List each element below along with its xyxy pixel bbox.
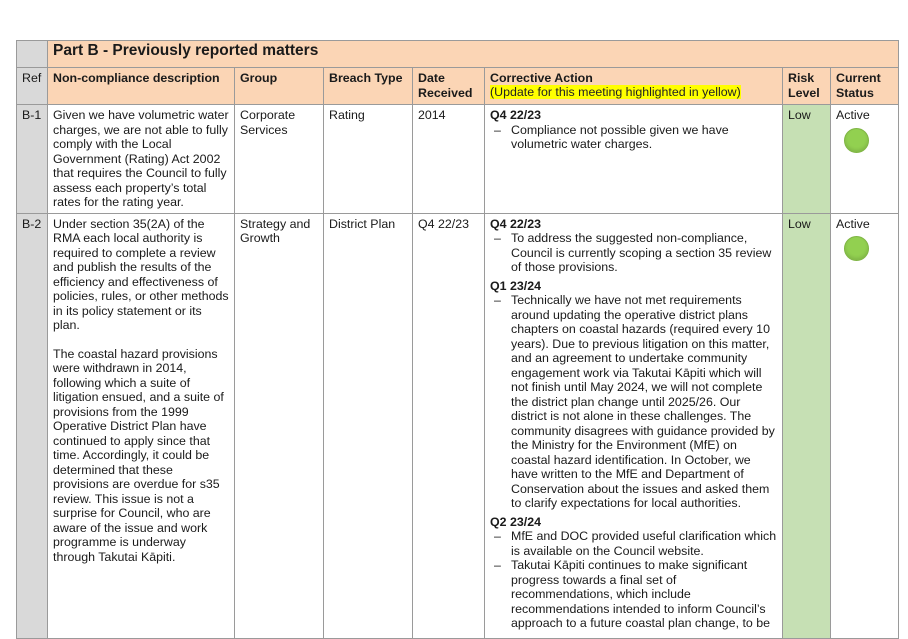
- row-status: Active: [836, 216, 870, 231]
- section-title: Part B - Previously reported matters: [53, 42, 319, 59]
- row-breach-type: Rating: [324, 105, 413, 214]
- status-indicator-icon: [844, 128, 869, 153]
- update-block: [490, 217, 777, 275]
- row-date-received: 2014: [413, 105, 485, 214]
- update-block: [490, 279, 777, 511]
- row-status-cell: [831, 213, 899, 638]
- header-date-received: Date Received: [413, 68, 485, 105]
- row-status-cell: [831, 105, 899, 214]
- table-header-row: [17, 68, 899, 105]
- previously-reported-matters-table: [16, 40, 899, 639]
- header-description: Non-compliance description: [48, 68, 235, 105]
- table-row: [17, 105, 899, 214]
- row-breach-type: District Plan: [324, 213, 413, 638]
- row-risk-level: Low: [783, 213, 831, 638]
- header-risk-level: Risk Level: [783, 68, 831, 105]
- header-group: Group: [235, 68, 324, 105]
- section-title-cell: [48, 41, 899, 68]
- title-ref-blank: [17, 41, 48, 68]
- header-corrective-action-note: (Update for this meeting highlighted in yellow): [490, 85, 741, 99]
- update-bullet: – To address the suggested non-compliance, Council is currently scoping a section 35 review of those provisions.: [490, 231, 777, 275]
- update-quarter: Q4 22/23: [490, 108, 541, 122]
- row-corrective-action: [485, 213, 783, 638]
- update-bullet: – Technically we have not met requirements around updating the operative district plans chapters on coastal hazards (required every 10 years). Due to previous litigation on this matter, and an agreement to undertake community engagement work via Takutai Kāpiti which will not finish until May 2024, we will not complete the district plan change until 2025/26. Our district is not alone in these challenges. The community disagrees with guidance provided by the Ministry for the Environment (MfE) on coastal hazard identification. In October, we have written to the MfE and Department of Conservation about the issues and asked them to clarify expectations for local authorities.: [490, 293, 777, 511]
- update-block: [490, 515, 777, 631]
- row-corrective-action: [485, 105, 783, 214]
- update-block: [490, 108, 777, 152]
- row-risk-level: Low: [783, 105, 831, 214]
- row-status: Active: [836, 108, 870, 122]
- row-group: Corporate Services: [235, 105, 324, 214]
- update-bullet: – Compliance not possible given we have volumetric water charges.: [490, 123, 777, 152]
- status-indicator-icon: [844, 236, 869, 261]
- header-corrective-action-label: Corrective Action: [490, 71, 593, 85]
- update-quarter: Q4 22/23: [490, 216, 541, 231]
- row-group: Strategy and Growth: [235, 213, 324, 638]
- table-row: [17, 213, 899, 638]
- description-paragraph: The coastal hazard provisions were withdrawn in 2014, following which a suite of litigation ensued, and a suite of provisions from the 1999 Operative District Plan have continued to apply since that time. Accordingly, it could be determined that these provisions are overdue for s35 review. This issue is not a surprise for Council, who are aware of the issue and work programme is underway through Takutai Kāpiti.: [53, 346, 224, 564]
- update-quarter: Q1 23/24: [490, 278, 541, 293]
- row-description: [48, 213, 235, 638]
- row-date-received: Q4 22/23: [413, 213, 485, 638]
- header-breach-type: Breach Type: [324, 68, 413, 105]
- row-description: Given we have volumetric water charges, we are not able to fully comply with the Local Government (Rating) Act 2002 that requires the Council to fully assess each property’s total rates for the rating year.: [48, 105, 235, 214]
- update-bullet: – Takutai Kāpiti continues to make significant progress towards a final set of recommendations, which include recommendations intended to inform Council’s approach to a future coastal plan change, to be: [490, 558, 777, 631]
- description-paragraph: Under section 35(2A) of the RMA each local authority is required to complete a review and publish the results of the efficiency and effectiveness of policies, rules, or other methods in its policy statement or its plan.: [53, 216, 229, 332]
- header-corrective-action: [485, 68, 783, 105]
- update-quarter: Q2 23/24: [490, 514, 541, 529]
- row-ref: B-2: [17, 213, 48, 638]
- section-title-row: [17, 41, 899, 68]
- update-bullet: – MfE and DOC provided useful clarification which is available on the Council website.: [490, 529, 777, 558]
- header-ref: Ref: [17, 68, 48, 105]
- row-ref: B-1: [17, 105, 48, 214]
- header-current-status: Current Status: [831, 68, 899, 105]
